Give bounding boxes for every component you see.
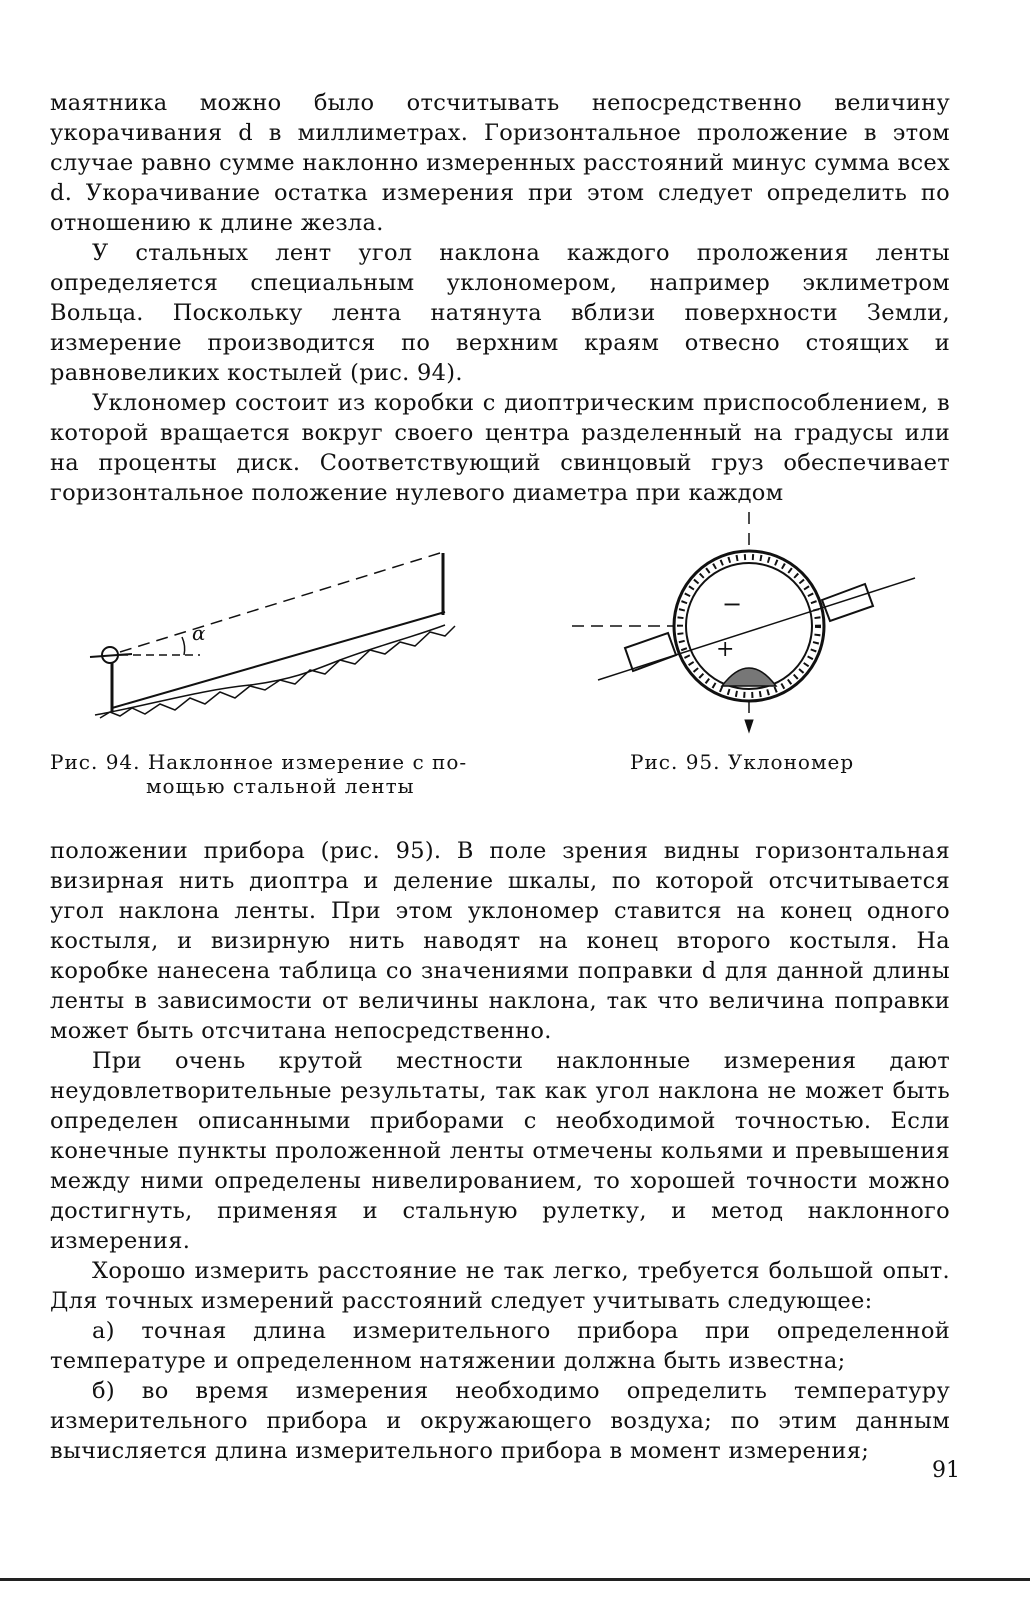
paragraph-4: положении прибора (рис. 95). В поле зрения видны горизонтальная визирная нить диоптра и деление шкалы, по которой отсчитывается угол наклона ленты. При этом уклономер ставится на конец одного костыля, и визирную нить наводят на конец второго костыля. На коробке нанесена таблица со значениями поправки d для данной длины ленты в зависимости от величины наклона, так что величина поправки может быть отсчитана непосредственно. [50,838,950,1044]
paragraph-6: Хорошо измерить расстояние не так легко, требуется большой опыт. Для точных измерений расстояний следует учитывать следующее: [50,1258,950,1314]
figure-94-caption-line-2: мощью стальной ленты [146,774,415,798]
figure-94-caption [50,750,520,798]
paragraph-2: У стальных лент угол наклона каждого проложения ленты определяется специальным уклономером, например эклиметром Вольца. Поскольку лента натянута вблизи поверхности Земли, измерение производится по верхним краям отвесно стоящих и равновеликих костылей (рис. 94). [50,240,950,386]
paragraph-1: маятника можно было отсчитывать непосредственно величину укорачивания d в миллиметрах. Горизонтальное проложение в этом случае равно сумме наклонно измеренных расстояний минус сумма всех d. Укорачивание остатка измерения при этом следует определить по отношению к длине жезла. [50,90,950,236]
figure-95-diagram [572,512,915,732]
list-item-a: а) точная длина измерительного прибора при определенной температуре и определенном натяжении должна быть известна; [50,1318,950,1374]
plus-label: + [716,637,735,662]
figure-94-diagram [90,553,455,718]
bottom-rule [0,1578,1030,1581]
list-item-b: б) во время измерения необходимо определить температуру измерительного прибора и окружающего воздуха; по этим данным вычисляется длина измерительного прибора в момент измерения; [50,1378,950,1464]
paragraph-3: Уклономер состоит из коробки с диоптрическим приспособлением, в которой вращается вокруг своего центра разделенный на градусы или на проценты диск. Соответствующий свинцовый груз обеспечивает горизонтальное положение нулевого диаметра при каждом [50,390,950,506]
page-number: 91 [932,1458,960,1483]
minus-label: − [722,590,743,618]
paragraph-5: При очень крутой местности наклонные измерения дают неудовлетворительные результаты, так как угол наклона не может быть определен описанными приборами с необходимой точностью. Если конечные пункты проложенной ленты отмечены кольями и превышения между ними определены нивелированием, то хорошей точности можно достигнуть, применяя и стальную рулетку, и метод наклонного измерения. [50,1048,950,1254]
bottom-text-block [50,836,950,1466]
figure-95-caption: Рис. 95. Уклономер [630,750,855,774]
figure-94-caption-line-1: Рис. 94. Наклонное измерение с по- [50,750,468,774]
angle-alpha-label: α [192,621,206,645]
top-text-block [50,88,950,508]
